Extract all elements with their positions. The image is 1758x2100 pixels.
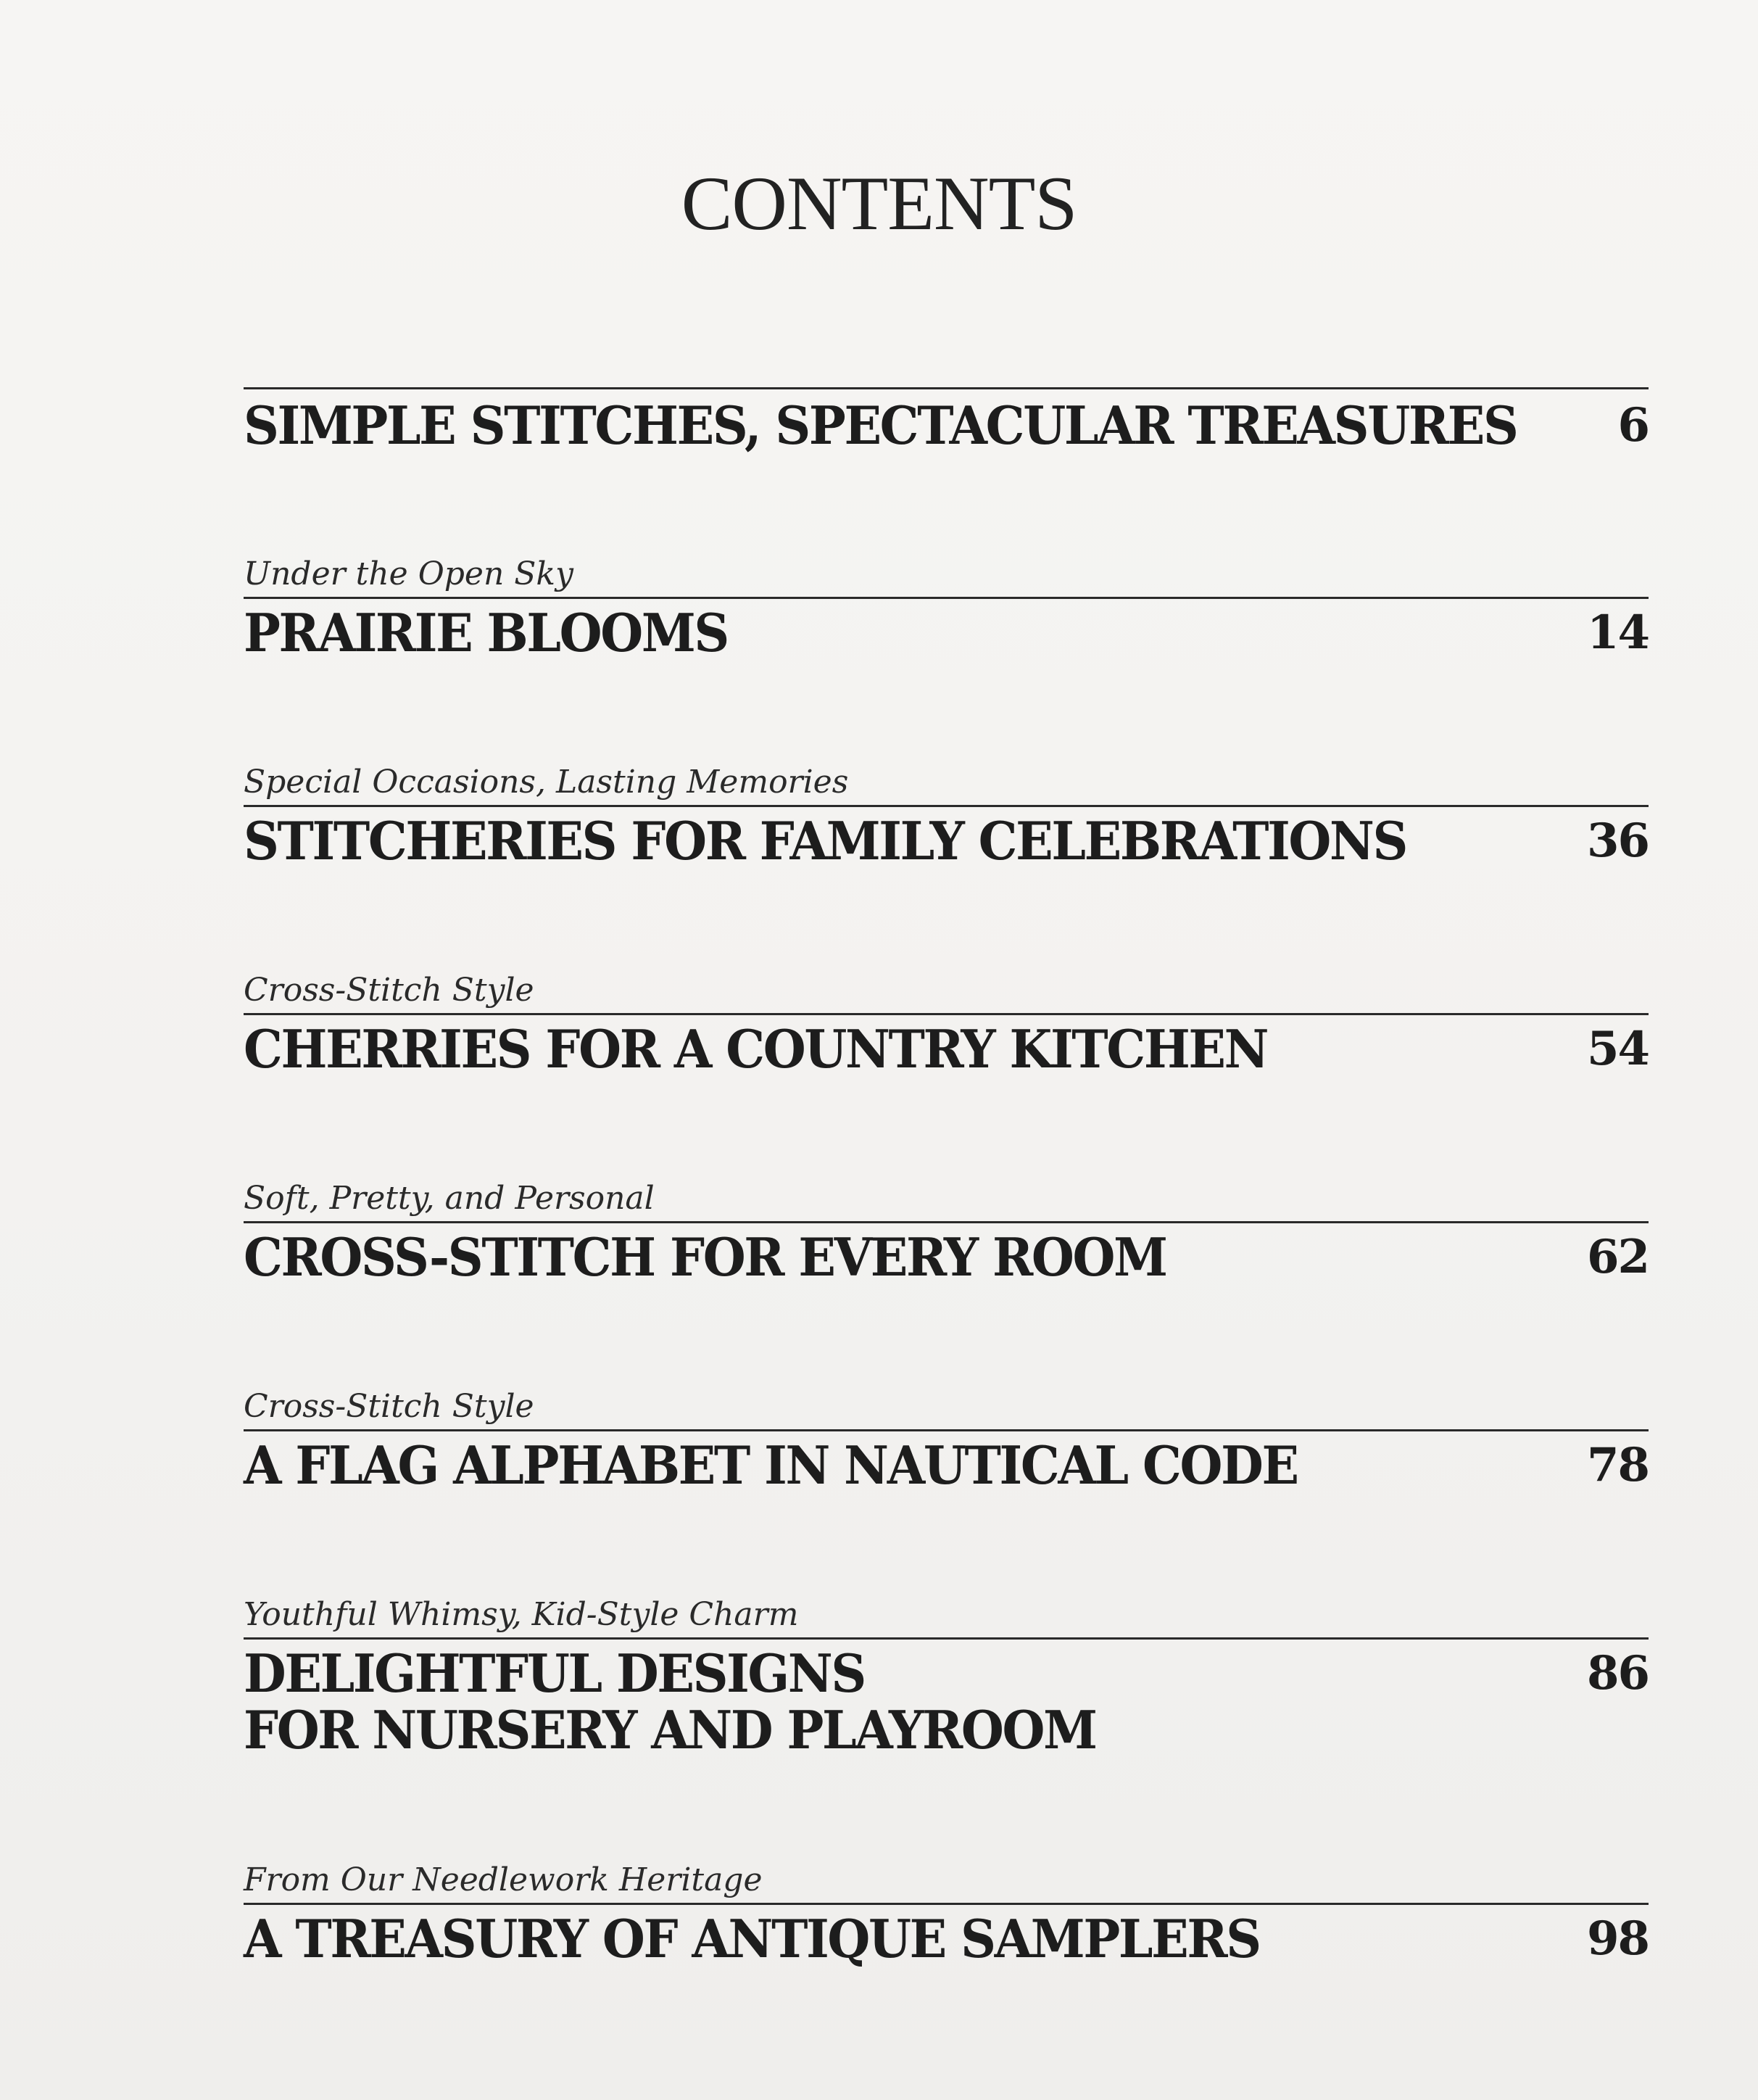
toc-heading-line: A FLAG ALPHABET IN NAUTICAL CODE: [244, 1434, 1298, 1496]
toc-subtitle: Cross-Stitch Style: [244, 1388, 534, 1425]
toc-entry[interactable]: [244, 766, 1649, 882]
toc-heading[interactable]: [244, 1226, 1456, 1288]
toc-subtitle: Soft, Pretty, and Personal: [244, 1180, 655, 1217]
toc-heading[interactable]: [244, 602, 1456, 664]
toc-heading-line: DELIGHTFUL DESIGNS: [244, 1642, 865, 1704]
toc-subtitle: From Our Needlework Heritage: [244, 1861, 763, 1898]
toc-heading[interactable]: [244, 810, 1456, 872]
toc-heading[interactable]: [244, 1642, 1456, 1761]
toc-rule: [244, 1013, 1649, 1015]
toc-heading-line: FOR NURSERY AND PLAYROOM: [244, 1698, 1096, 1761]
toc-heading[interactable]: [244, 394, 1517, 456]
toc-heading-line: SIMPLE STITCHES, SPECTACULAR TREASURES: [244, 394, 1517, 456]
toc-page-number[interactable]: 6: [1617, 398, 1649, 452]
toc-page-number[interactable]: 86: [1586, 1646, 1649, 1700]
toc-page-number[interactable]: 36: [1586, 814, 1649, 868]
toc-entry[interactable]: [244, 1388, 1649, 1507]
toc-heading[interactable]: [244, 1908, 1456, 1969]
toc-entry[interactable]: [244, 1861, 1649, 1980]
toc-entry[interactable]: [244, 555, 1649, 674]
toc-page-number[interactable]: 62: [1586, 1230, 1649, 1284]
toc-subtitle: Youthful Whimsy, Kid-Style Charm: [244, 1596, 799, 1633]
toc-entry[interactable]: [244, 972, 1649, 1091]
toc-heading[interactable]: [244, 1018, 1456, 1080]
toc-heading-line: CROSS-STITCH FOR EVERY ROOM: [244, 1226, 1166, 1288]
toc-rule: [244, 1221, 1649, 1223]
toc-entry[interactable]: [244, 1180, 1649, 1299]
toc-heading-line: CHERRIES FOR A COUNTRY KITCHEN: [244, 1018, 1268, 1080]
toc-entry[interactable]: [244, 1596, 1649, 1773]
toc-page-number[interactable]: 14: [1586, 605, 1649, 660]
toc-page-number[interactable]: 78: [1586, 1438, 1649, 1492]
toc-page-number[interactable]: 54: [1586, 1022, 1649, 1076]
toc-subtitle: Special Occasions, Lasting Memories: [244, 764, 849, 801]
toc-heading-line: PRAIRIE BLOOMS: [244, 602, 728, 664]
toc-subtitle: Under the Open Sky: [244, 555, 573, 592]
toc-subtitle: Cross-Stitch Style: [244, 972, 534, 1009]
toc-rule: [244, 1637, 1649, 1640]
page-title: CONTENTS: [681, 161, 1077, 246]
toc-rule: [244, 1429, 1649, 1431]
toc-page-number[interactable]: 98: [1586, 1911, 1649, 1966]
toc-heading[interactable]: [244, 1434, 1456, 1496]
toc-rule: [244, 1903, 1649, 1905]
toc-entry[interactable]: [244, 387, 1649, 467]
toc-heading-line: A TREASURY OF ANTIQUE SAMPLERS: [244, 1908, 1260, 1969]
toc-rule: [244, 597, 1649, 599]
toc-rule: [244, 805, 1649, 807]
toc-heading-line: STITCHERIES FOR FAMILY CELEBRATIONS: [244, 810, 1407, 872]
toc-rule: [244, 387, 1649, 389]
